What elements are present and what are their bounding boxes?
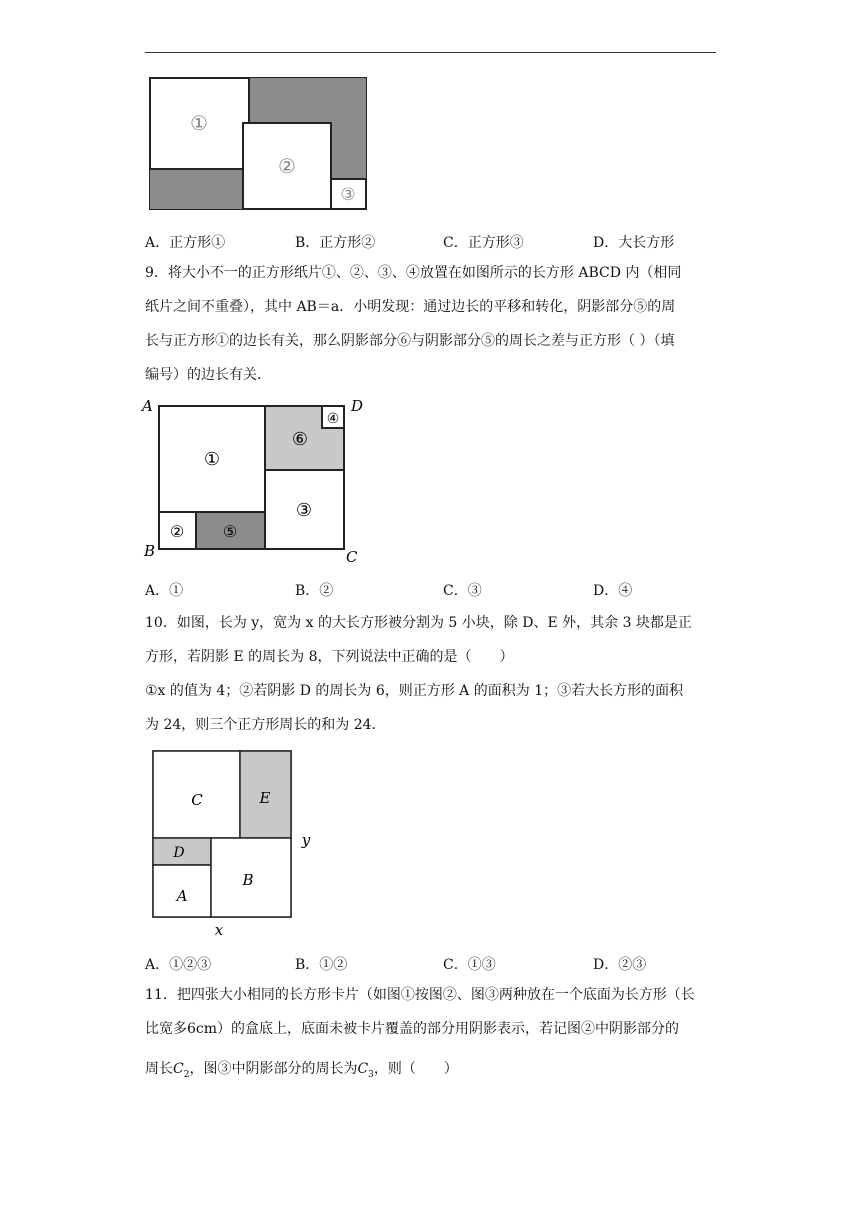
q8-label-1: ①	[190, 111, 208, 135]
q9-label-5: ⑤	[222, 522, 238, 541]
q11-line: 比宽多6cm）的盒底上，底面未被卡片覆盖的部分用阴影表示，若记图②中阴影部分的	[145, 1021, 680, 1037]
q8-shade-bottom	[150, 169, 243, 209]
q9-option-c: C．③	[443, 583, 482, 599]
q9-line: 9．将大小不一的正方形纸片①、②、③、④放置在如图所示的长方形 ABCD 内（相同	[145, 265, 682, 281]
q10-label-x: x	[214, 921, 224, 939]
q8-option-d: D．大长方形	[593, 235, 675, 251]
header-rule	[145, 52, 716, 53]
q9-option-b: B．②	[295, 583, 334, 599]
q8-options	[145, 232, 745, 256]
q9-option-a: A．①	[145, 583, 184, 599]
q10-option-b: B．①②	[295, 957, 348, 973]
q10-label-e: E	[259, 789, 271, 807]
q11-sub-2: 2	[183, 1069, 190, 1080]
q10-label-d: D	[173, 845, 185, 861]
q8-option-c: C．正方形③	[443, 235, 524, 251]
q9-line: 纸片之间不重叠），其中 AB＝a．小明发现：通过边长的平移和转化，阴影部分⑤的周	[145, 299, 676, 315]
q10-line: 10．如图，长为 y，宽为 x 的大长方形被分割为 5 小块，除 D、E 外，其余 3 块都是正	[145, 615, 692, 631]
q10-line: 方形，若阴影 E 的周长为 8，下列说法中正确的是（ ）	[145, 649, 514, 665]
q9-text	[145, 256, 720, 392]
q11-text	[145, 978, 720, 1086]
q10-label-c: C	[191, 791, 203, 809]
q11-line: 11．把四张大小相同的长方形卡片（如图①按图②、图③两种放在一个底面为长方形（长	[145, 987, 695, 1003]
q11-sub-3: 3	[368, 1069, 374, 1080]
q9-label-4: ④	[326, 411, 340, 427]
q9-options	[145, 580, 745, 604]
q9-corner-a: A	[142, 397, 153, 415]
q10-label-a: A	[176, 887, 188, 905]
q10-label-y: y	[301, 831, 311, 849]
q10-line: ①x 的值为 4；②若阴影 D 的周长为 6，则正方形 A 的面积为 1；③若大长方形的面积	[145, 683, 684, 699]
q11-text-segment: ，则（ ）	[373, 1061, 458, 1077]
q11-text-segment: ，图③中阴影部分的周长为	[189, 1061, 358, 1077]
q8-option-a: A．正方形①	[145, 235, 226, 251]
q9-corner-c: C	[346, 548, 358, 566]
q10-line: 为 24，则三个正方形周长的和为 24．	[145, 717, 386, 733]
q9-line: 长与正方形①的边长有关，那么阴影部分⑥与阴影部分⑤的周长之差与正方形（ ）（填	[145, 333, 675, 349]
q8-label-3: ③	[340, 185, 356, 205]
q9-corner-d: D	[351, 397, 364, 415]
q9-label-3: ③	[295, 500, 313, 521]
q8-figure	[148, 76, 370, 212]
q10-option-c: C．①③	[443, 957, 496, 973]
q9-label-6: ⑥	[291, 429, 309, 450]
q8-option-b: B．正方形②	[295, 235, 376, 251]
q10-option-d: D．②③	[593, 957, 647, 973]
q10-options	[145, 954, 745, 978]
q11-text-segment: 周长	[145, 1061, 173, 1077]
q10-option-a: A．①②③	[145, 957, 212, 973]
q10-text	[145, 606, 720, 742]
q9-option-d: D．④	[593, 583, 633, 599]
q11-line	[145, 1052, 720, 1086]
q10-label-b: B	[242, 871, 254, 889]
q10-figure	[148, 748, 324, 940]
q9-corner-b: B	[144, 542, 156, 560]
q9-label-2: ②	[169, 522, 185, 541]
q8-label-2: ②	[278, 154, 296, 178]
q9-line: 编号）的边长有关．	[145, 367, 271, 383]
q9-figure	[138, 394, 378, 568]
q9-label-1: ①	[203, 449, 221, 470]
q11-var-c3: C	[357, 1061, 369, 1077]
q11-var-c2: C	[173, 1061, 184, 1077]
